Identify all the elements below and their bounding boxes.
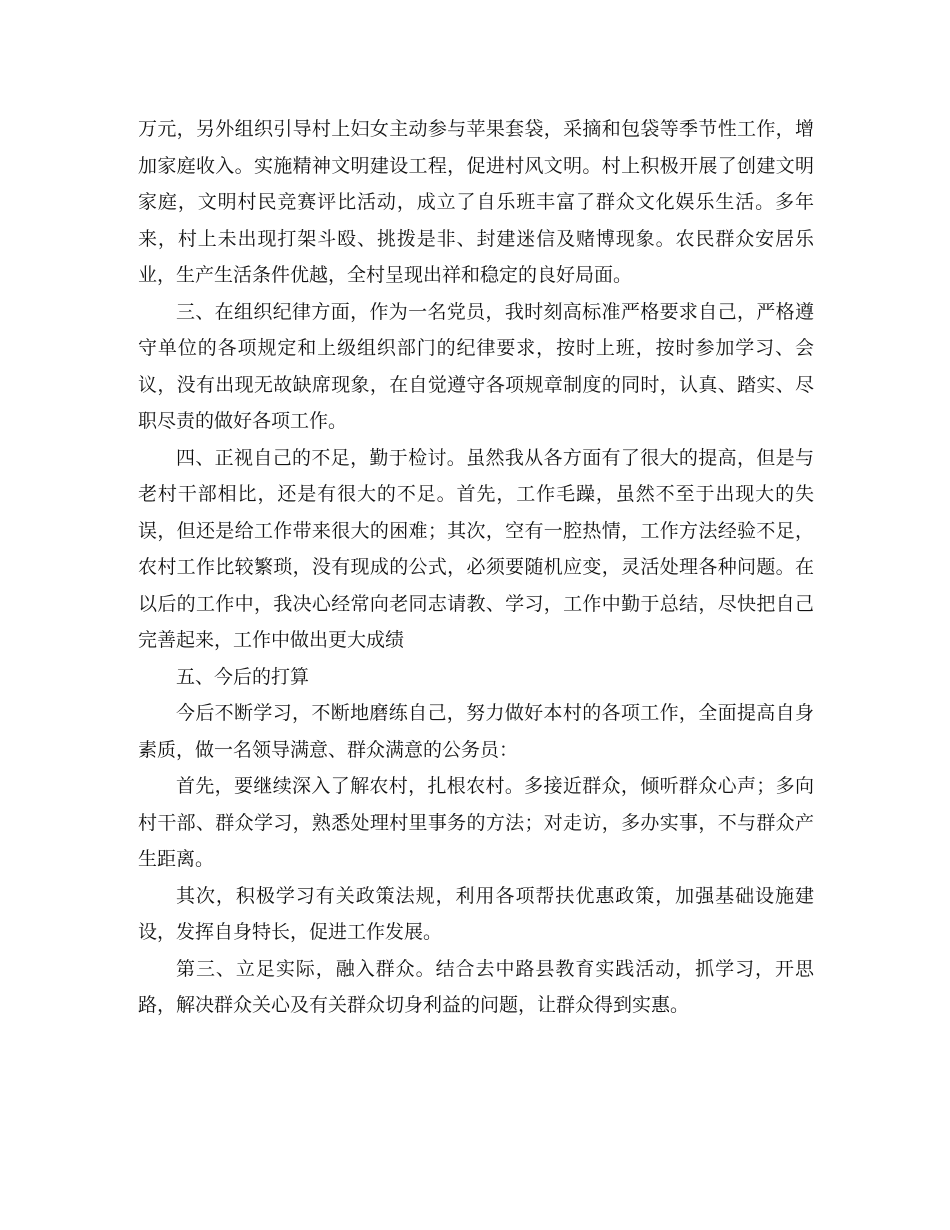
document-body <box>138 111 814 1024</box>
paragraph-first-point: 首先，要继续深入了解农村，扎根农村。多接近群众，倾听群众心声；多向村干部、群众学习，熟悉处理村里事务的方法；对走访，多办实事，不与群众产生距离。 <box>138 775 814 870</box>
paragraph-continuation: 万元，另外组织引导村上妇女主动参与苹果套袋，采摘和包袋等季节性工作，增加家庭收入。实施精神文明建设工程，促进村风文明。村上积极开展了创建文明家庭，文明村民竞赛评比活动，成立了自乐班丰富了群众文化娱乐生活。多年来，村上未出现打架斗殴、挑拨是非、封建迷信及赌博现象。农民群众安居乐业，生产生活条件优越，全村呈现出祥和稳定的良好局面。 <box>138 118 814 286</box>
paragraph-organizational-discipline: 三、在组织纪律方面，作为一名党员，我时刻高标准严格要求自己，严格遵守单位的各项规定和上级组织部门的纪律要求，按时上班，按时参加学习、会议，没有出现无故缺席现象，在自觉遵守各项规章制度的同时，认真、踏实、尽职尽责的做好各项工作。 <box>138 300 814 432</box>
paragraph-second-point: 其次，积极学习有关政策法规，利用各项帮扶优惠政策，加强基础设施建设，发挥自身特长，促进工作发展。 <box>138 884 814 943</box>
paragraph-future-plans-intro: 今后不断学习，不断地磨练自己，努力做好本村的各项工作，全面提高自身素质，做一名领导满意、群众满意的公务员： <box>138 702 814 761</box>
paragraph-shortcomings: 四、正视自己的不足，勤于检讨。虽然我从各方面有了很大的提高，但是与老村干部相比，还是有很大的不足。首先，工作毛躁，虽然不至于出现大的失误，但还是给工作带来很大的困难；其次，空有一腔热情，工作方法经验不足，农村工作比较繁琐，没有现成的公式，必须要随机应变，灵活处理各种问题。在以后的工作中，我决心经常向老同志请教、学习，工作中勤于总结，尽快把自己完善起来，工作中做出更大成绩 <box>138 446 814 651</box>
section-heading-future-plans: 五、今后的打算 <box>176 665 310 688</box>
paragraph-third-point: 第三、立足实际，融入群众。结合去中路县教育实践活动，抓学习，开思路，解决群众关心及有关群众切身利益的问题，让群众得到实惠。 <box>138 957 814 1016</box>
